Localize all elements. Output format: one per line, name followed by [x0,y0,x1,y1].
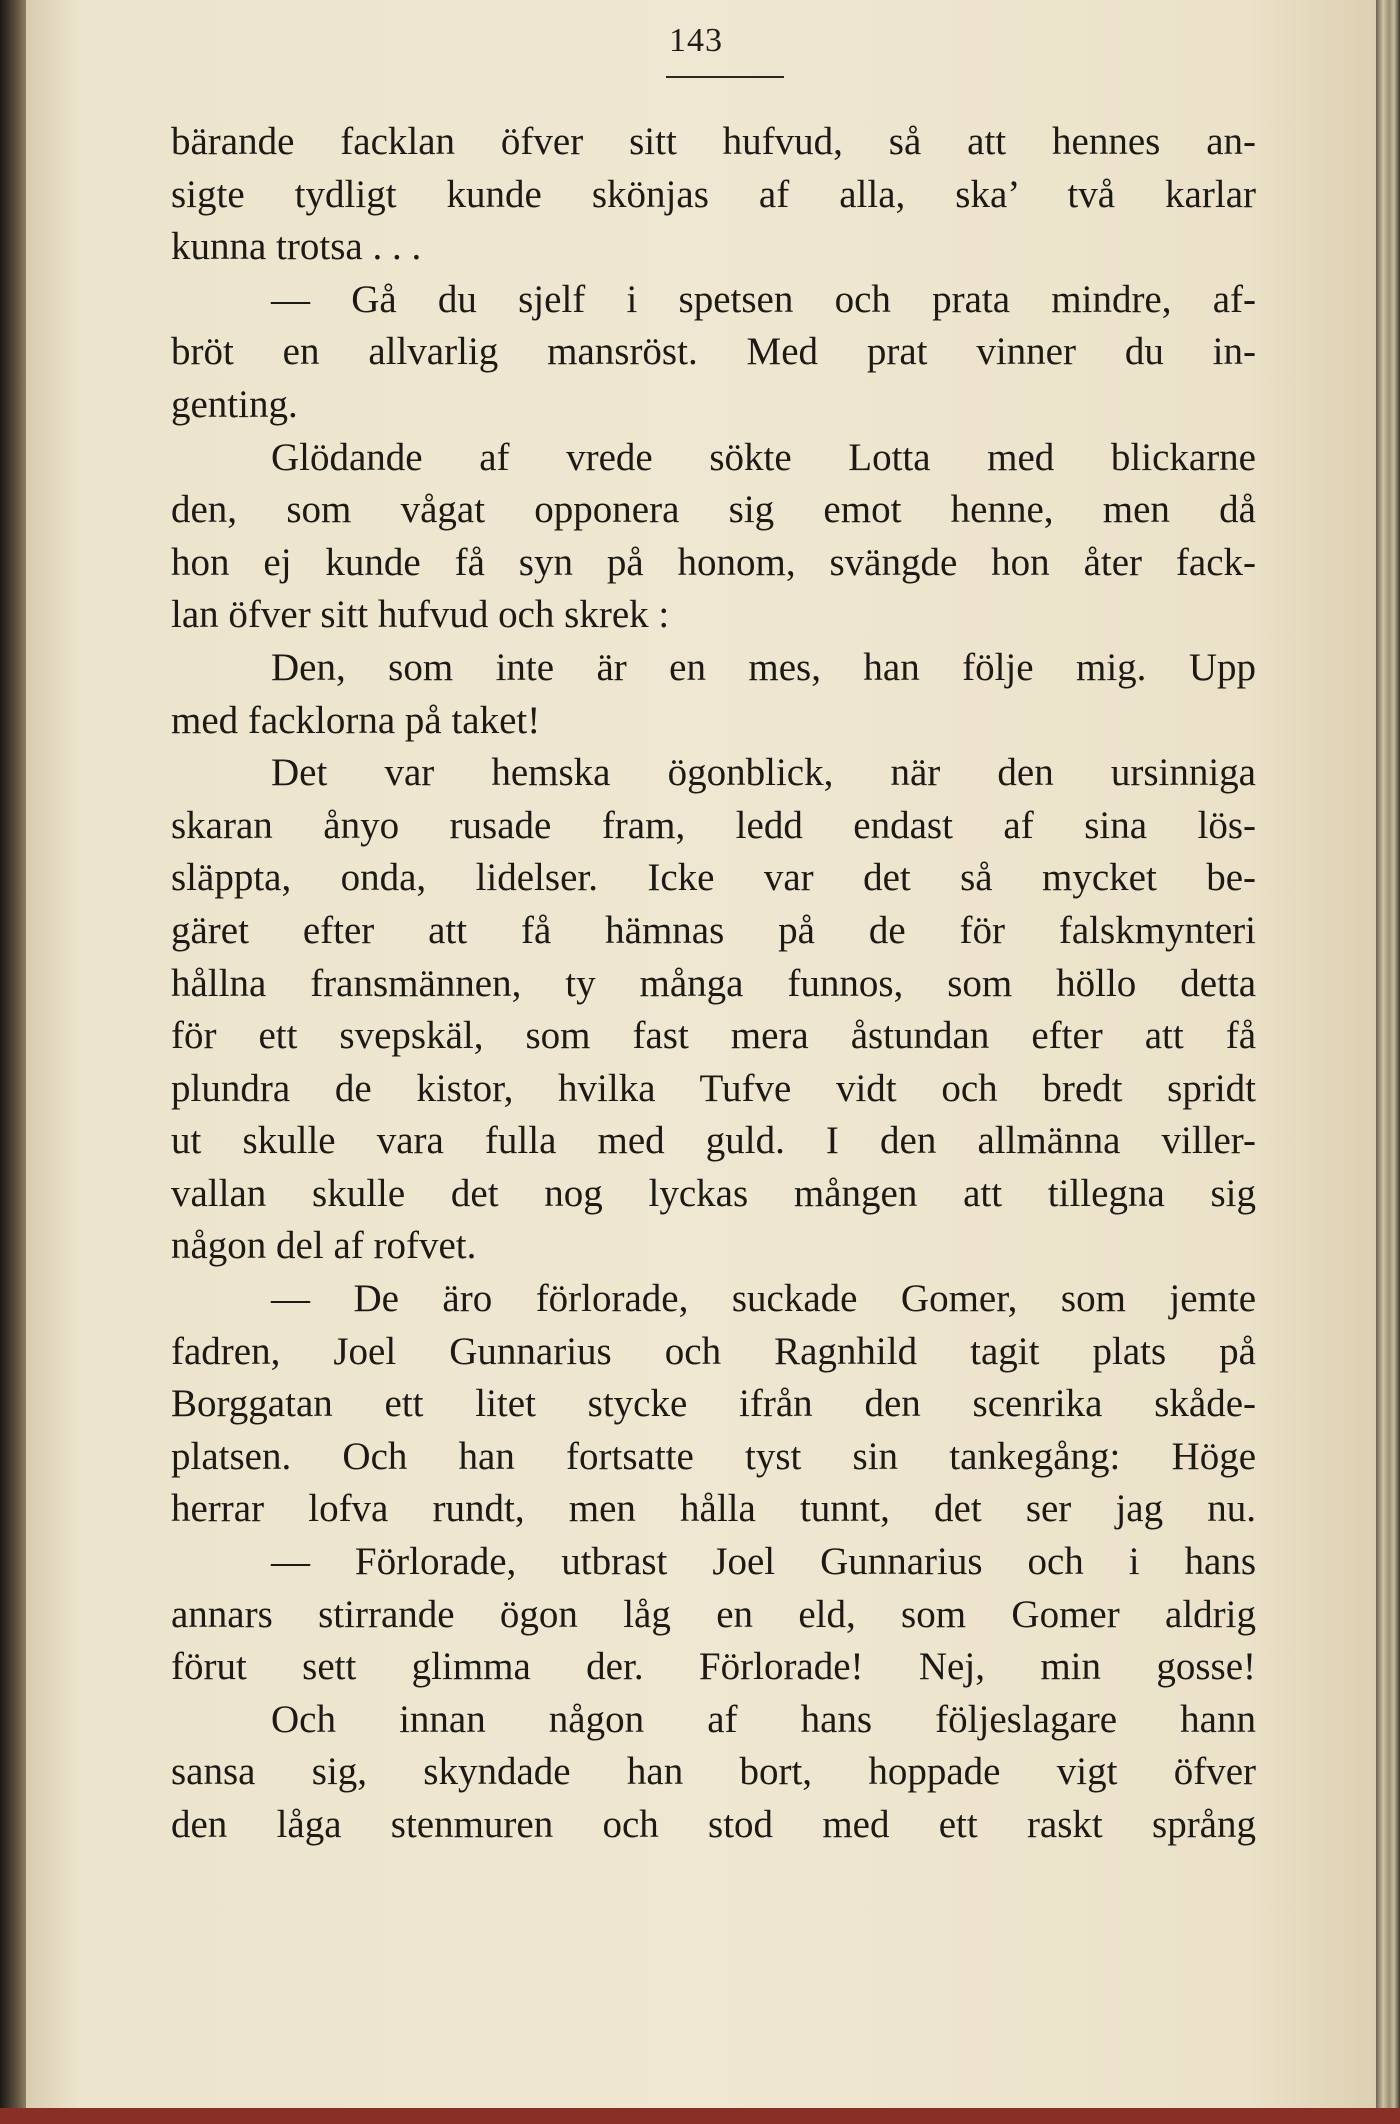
text-line: med facklorna på taket! [171,698,541,742]
page-number-rule [666,76,784,78]
text-line: sigte tydligt kunde skönjas af alla, ska’ två karlar [171,172,1256,216]
book-cover-bottom-edge [0,2108,1400,2124]
text-line: platsen. Och han fortsatte tyst sin tankegång: Höge [171,1434,1256,1478]
text-line: skaran ånyo rusade fram, ledd endast af sina lös- [171,803,1256,847]
text-line: bärande facklan öfver sitt hufvud, så att hennes an- [171,120,1256,163]
book-page [26,0,1376,2124]
text-line: gäret efter att få hämnas på de för falskmynteri [171,908,1256,952]
text-line: Det var hemska ögonblick, när den ursinniga [271,751,1256,795]
text-line: — Gå du sjelf i spetsen och prata mindre, af- [271,277,1256,321]
text-line: kunna trotsa . . . [171,225,422,269]
text-line: annars stirrande ögon låg en eld, som Gomer aldrig [171,1592,1256,1636]
page-number: 143 [669,22,723,59]
text-line: någon del af rofvet. [171,1224,477,1268]
text-line: — De äro förlorade, suckade Gomer, som jemte [271,1277,1256,1321]
text-line: den låga stenmuren och stod med ett raskt språng [171,1803,1256,1846]
text-line: fadren, Joel Gunnarius och Ragnhild tagit plats på [171,1329,1256,1373]
text-line: vallan skulle det nog lyckas mången att tillegna sig [171,1171,1256,1215]
text-line: förut sett glimma der. Förlorade! Nej, min gosse! [171,1645,1256,1689]
book-page-edges [1376,0,1400,2124]
text-line: genting. [171,382,298,426]
text-line: Och innan någon af hans följeslagare hann [271,1697,1256,1741]
text-line: lan öfver sitt hufvud och skrek : [171,593,670,637]
book-cover-left-edge [0,0,26,2124]
text-line: bröt en allvarlig mansröst. Med prat vinner du in- [171,330,1256,374]
text-line: släppta, onda, lidelser. Icke var det så mycket be- [171,856,1256,900]
body-text [171,116,1256,1852]
text-line: ut skulle vara fulla med guld. I den allmänna viller- [171,1119,1256,1163]
text-line: — Förlorade, utbrast Joel Gunnarius och i hans [271,1540,1256,1584]
text-line: för ett svepskäl, som fast mera åstundan efter att få [171,1014,1256,1058]
text-line: Den, som inte är en mes, han följe mig. Upp [271,645,1256,689]
text-line: herrar lofva rundt, men hålla tunnt, det ser jag nu. [171,1487,1256,1531]
text-line: sansa sig, skyndade han bort, hoppade vigt öfver [171,1750,1256,1794]
text-line: plundra de kistor, hvilka Tufve vidt och bredt spridt [171,1066,1256,1110]
text-line: den, som vågat opponera sig emot henne, men då [171,488,1256,532]
text-line: Glödande af vrede sökte Lotta med blickarne [271,435,1256,479]
text-line: Borggatan ett litet stycke ifrån den scenrika skåde- [171,1382,1256,1426]
text-line: hon ej kunde få syn på honom, svängde hon åter fack- [171,540,1256,584]
text-line: hållna fransmännen, ty många funnos, som höllo detta [171,961,1256,1005]
